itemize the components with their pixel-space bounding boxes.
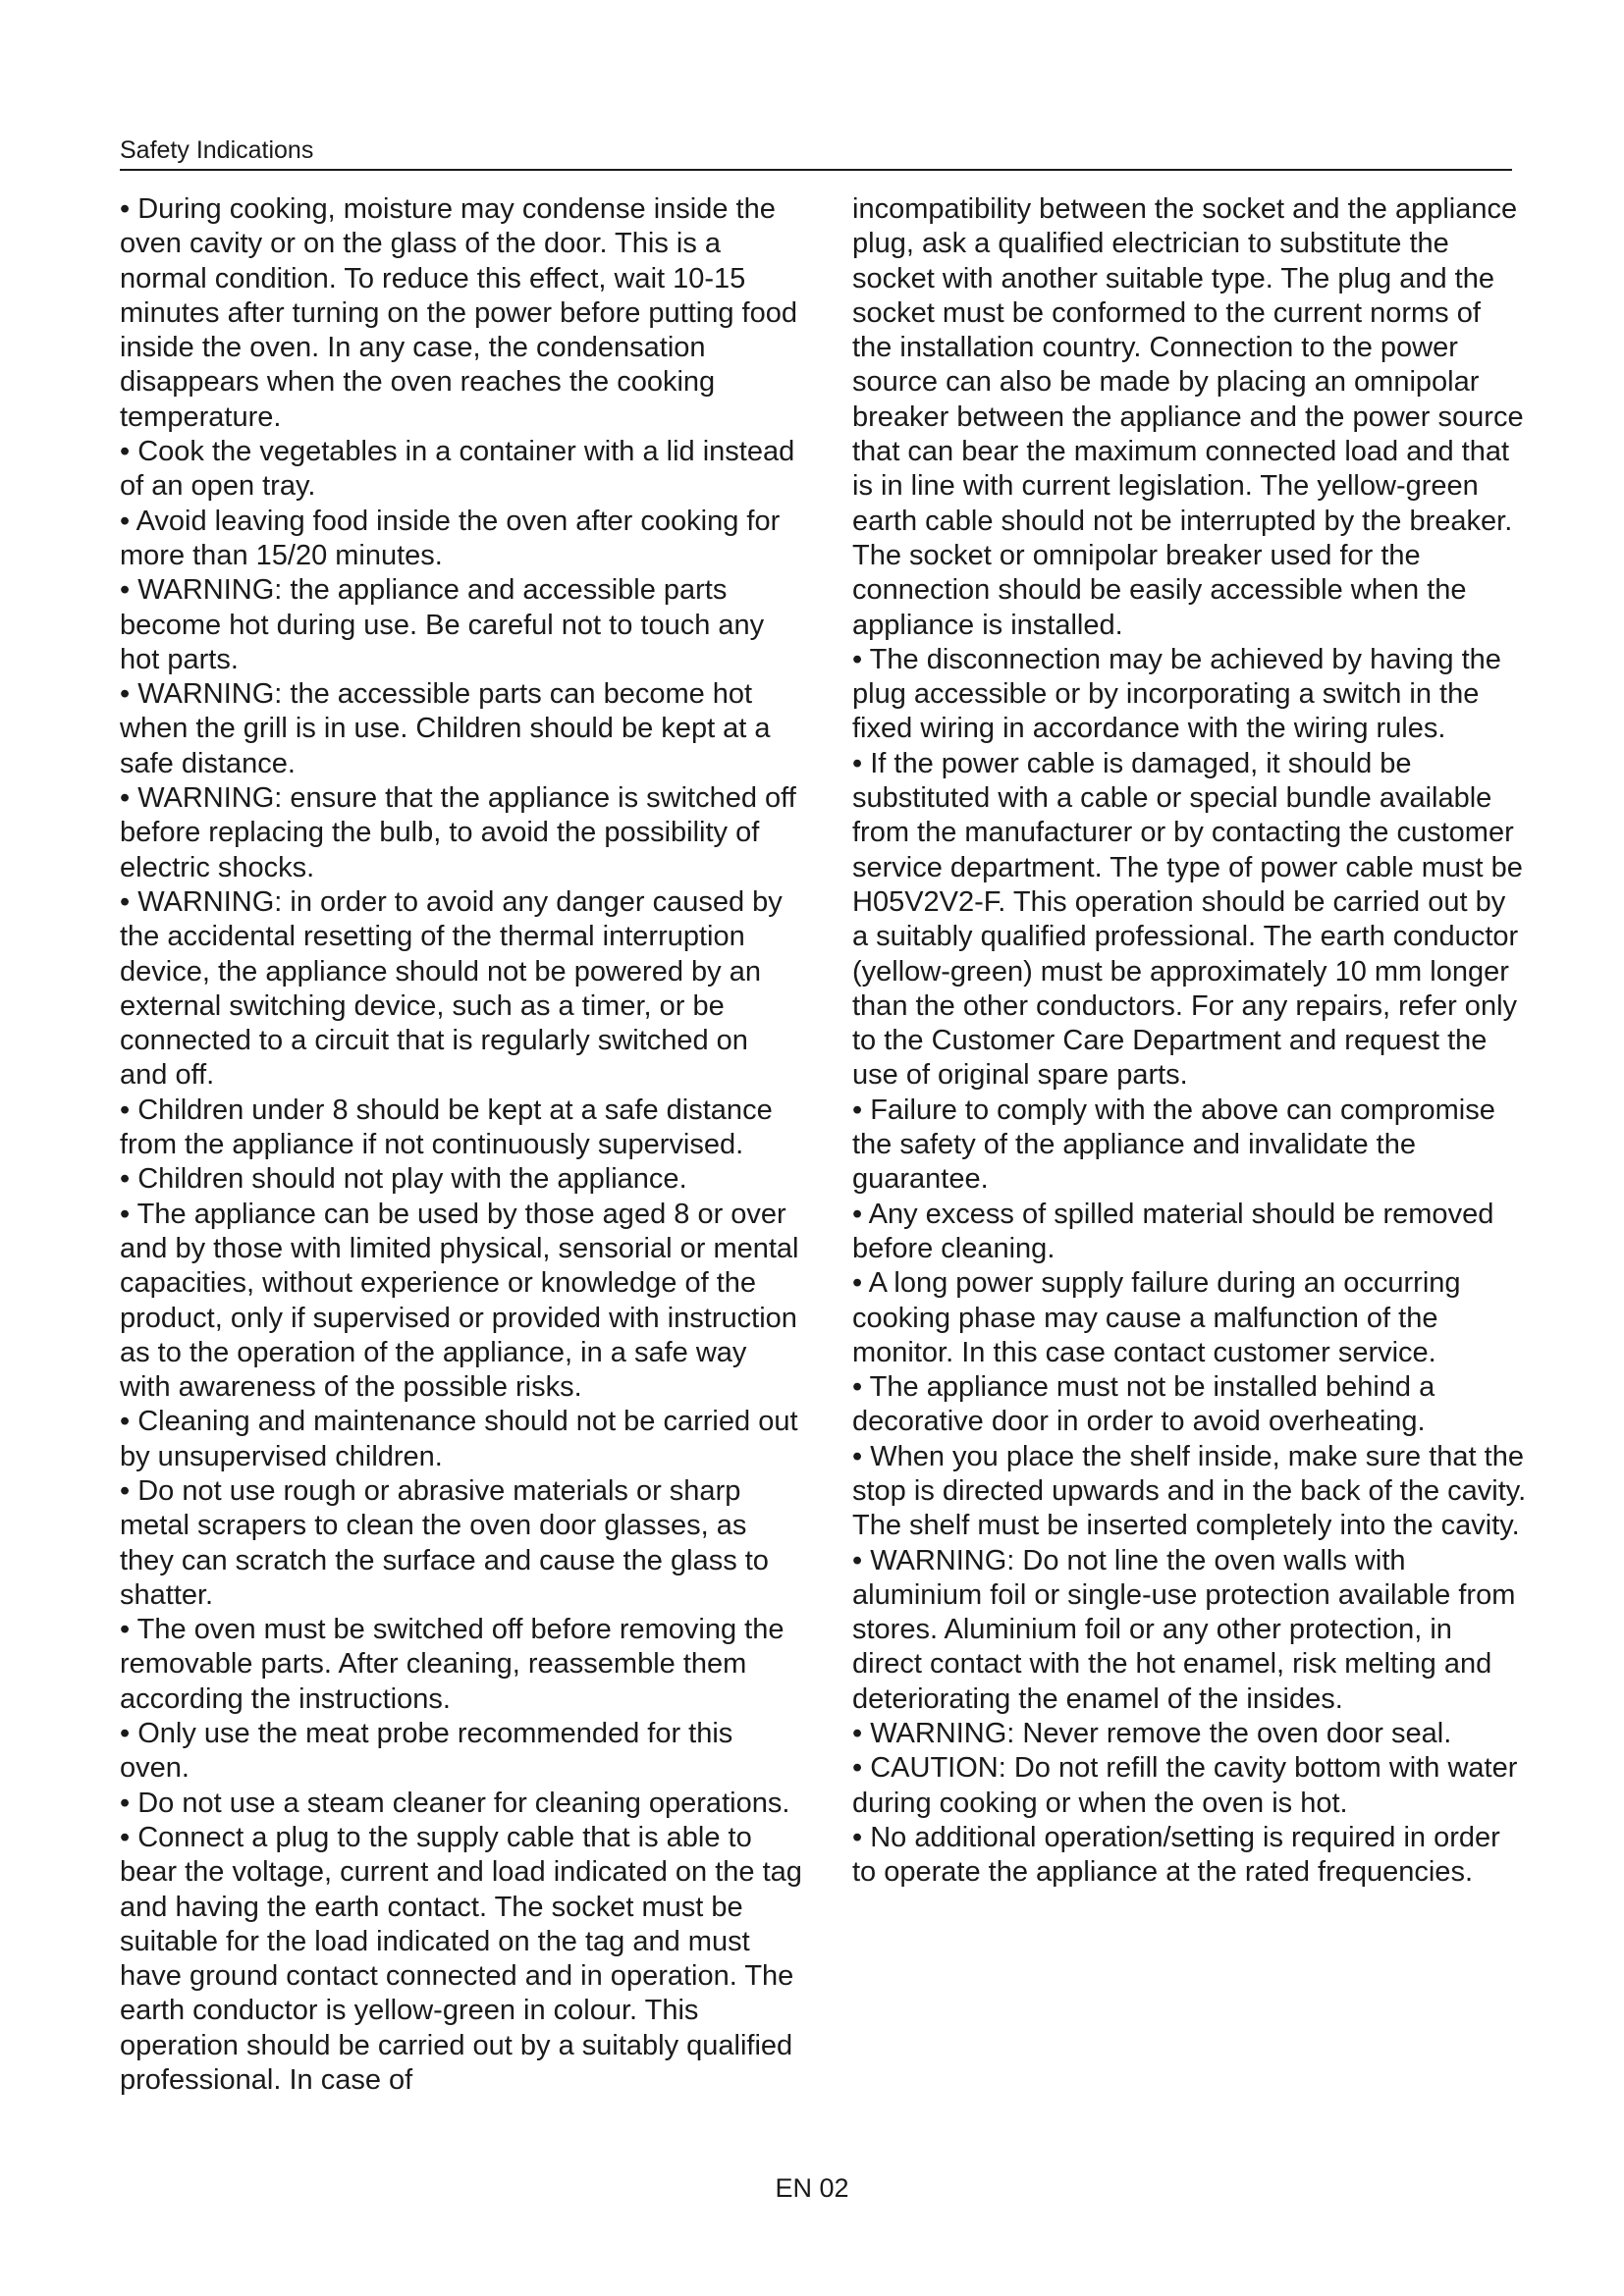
paragraph: • WARNING: the appliance and accessible parts become hot during use. Be careful not to touch any hot parts. [120,574,765,675]
paragraph: • CAUTION: Do not refill the cavity bottom with water during cooking or when the oven is hot. [852,1752,1518,1819]
paragraph: • Cook the vegetables in a container with a lid instead of an open tray. [120,436,795,503]
page-number: EN 02 [775,2173,849,2203]
paragraph: • If the power cable is damaged, it should be substituted with a cable or special bundle available from the manufacturer or by contacting the customer service department. The type of power cable must be H05V2V2-F. This operation should be carried out by a suitably qualified professional. The earth conductor (yellow-green) must be approximately 10 mm longer than the other conductors. For any repairs, refer only to the Customer Care Department and request the use of original spare parts. [852,747,1523,1092]
paragraph: • Do not use rough or abrasive materials or sharp metal scrapers to clean the oven door glasses, as they can scratch the surface and cause the glass to shatter. [120,1474,769,1611]
paragraph: incompatibility between the socket and the appliance plug, ask a qualified electrician to substitute the socket with another suitable type. The plug and the socket must be conformed to the current norms of the installation country. Connection to the power source can also be made by placing an omnipolar breaker between the appliance and the power source that can bear the maximum connected load and that is in line with current legislation. The yellow-green earth cable should not be interrupted by the breaker. The socket or omnipolar breaker used for the connection should be easily accessible when the appliance is installed. [852,193,1524,641]
paragraph: • Failure to comply with the above can compromise the safety of the appliance and invalidate the guarantee. [852,1094,1495,1196]
paragraph: • The oven must be switched off before removing the removable parts. After cleaning, reassemble them according the instructions. [120,1614,785,1715]
paragraph: • Do not use a steam cleaner for cleaning operations. [120,1787,790,1819]
paragraph: • Children under 8 should be kept at a safe distance from the appliance if not continuously supervised. [120,1094,773,1161]
paragraph: • WARNING: Do not line the oven walls with aluminium foil or single-use protection available from stores. Aluminium foil or any other protection, in direct contact with the hot enamel, risk melting and deteriorating the enamel of the insides. [852,1544,1516,1715]
paragraph: • WARNING: ensure that the appliance is switched off before replacing the bulb, to avoid the possibility of electric shocks. [120,782,796,883]
section-title: Safety Indications [120,136,314,164]
paragraph: • When you place the shelf inside, make sure that the stop is directed upwards and in the back of the cavity. The shelf must be inserted completely into the cavity. [852,1440,1527,1542]
paragraph: • WARNING: the accessible parts can become hot when the grill is in use. Children should be kept at a safe distance. [120,678,771,779]
paragraph: • WARNING: in order to avoid any danger caused by the accidental resetting of the thermal interruption device, the appliance should not be powered by an external switching device, such as a timer, or be connected to a circuit that is regularly switched on and off. [120,885,783,1092]
right-column [852,192,1528,1891]
page-header [120,135,1512,171]
paragraph: • During cooking, moisture may condense inside the oven cavity or on the glass of the door. This is a normal condition. To reduce this effect, wait 10-15 minutes after turning on the power before putting food inside the oven. In any case, the condensation disappears when the oven reaches the cooking temperature. [120,193,797,433]
paragraph: • Any excess of spilled material should be removed before cleaning. [852,1198,1494,1264]
paragraph: • A long power supply failure during an occurring cooking phase may cause a malfunction of the monitor. In this case contact customer service. [852,1267,1461,1368]
paragraph: • Only use the meat probe recommended for this oven. [120,1718,733,1785]
paragraph: • WARNING: Never remove the oven door seal. [852,1718,1452,1750]
paragraph: • The appliance must not be installed behind a decorative door in order to avoid overheating. [852,1371,1435,1438]
left-column [120,192,802,2098]
paragraph: • The appliance can be used by those aged 8 or over and by those with limited physical, sensorial or mental capacities, without experience or knowledge of the product, only if supervised or provided with instruction as to the operation of the appliance, in a safe way with awareness of the possible risks. [120,1198,799,1404]
paragraph: • Cleaning and maintenance should not be carried out by unsupervised children. [120,1406,798,1472]
paragraph: • Avoid leaving food inside the oven after cooking for more than 15/20 minutes. [120,505,781,571]
paragraph: • Connect a plug to the supply cable that is able to bear the voltage, current and load indicated on the tag and having the earth contact. The socket must be suitable for the load indicated on the tag and must have ground contact connected and in operation. The earth conductor is yellow-green in colour. This operation should be carried out by a suitably qualified professional. In case of [120,1821,802,2097]
paragraph: • No additional operation/setting is required in order to operate the appliance at the rated frequencies. [852,1821,1500,1889]
paragraph: • Children should not play with the appliance. [120,1163,687,1196]
paragraph: • The disconnection may be achieved by having the plug accessible or by incorporating a switch in the fixed wiring in accordance with the wiring rules. [852,643,1501,745]
